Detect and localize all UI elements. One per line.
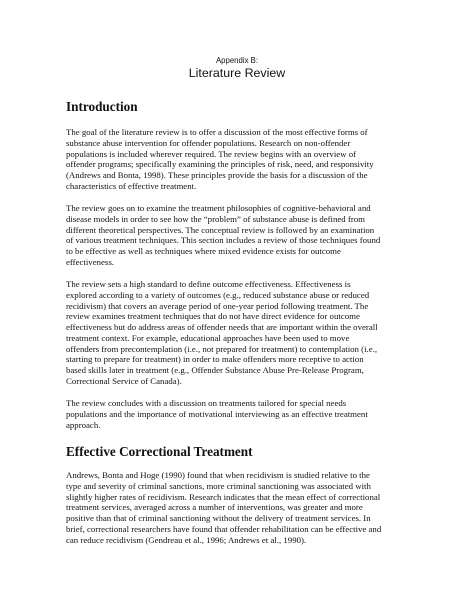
text-line: treatment services, averaged across a number of interventions, was greater and more (66, 502, 363, 513)
paragraph-intro-3 (66, 279, 426, 387)
paragraph-intro-1 (66, 127, 426, 192)
section-heading-effective-correctional-treatment: Effective Correctional Treatment (66, 444, 253, 459)
text-line: offenders from precontemplation (i.e., not prepared for treatment) to contemplation (i.e., (66, 343, 378, 354)
text-line: of various treatment techniques. This section includes a review of those techniques found (66, 235, 381, 246)
text-line: type and severity of criminal sanctions, more criminal sanctioning was associated with (66, 480, 371, 491)
text-line: approach. (66, 419, 101, 430)
text-line: effectiveness but do address areas of offender needs that are important within the overall (66, 322, 378, 332)
text-line: effectiveness. (66, 256, 114, 267)
text-line: populations is included wherever required. The review begins with an overview of (66, 148, 357, 159)
text-line: The review concludes with a discussion on treatments tailored for special needs (66, 398, 347, 408)
text-line: The review sets a high standard to define outcome effectiveness. Effectiveness is (66, 279, 351, 289)
text-line: The review goes on to examine the treatment philosophies of cognitive-behavioral and (66, 203, 371, 213)
section-heading-introduction: Introduction (66, 99, 138, 114)
text-line: disease models in order to see how the “problem” of substance abuse is defined from (66, 213, 366, 224)
paragraph-correctional-1 (66, 470, 426, 545)
text-line: The goal of the literature review is to offer a discussion of the most effective forms of (66, 127, 368, 137)
text-line: Andrews, Bonta and Hoge (1990) found that when recidivism is studied relative to the (66, 470, 370, 480)
appendix-label: Appendix B: (215, 56, 259, 65)
text-line: to be effective as well as techniques where mixed evidence exists for outcome (66, 246, 341, 256)
text-line: based skills later in treatment (e.g., Offender Substance Abuse Pre-Release Program, (66, 365, 364, 375)
paragraph-intro-4 (66, 398, 426, 430)
text-line: characteristics of effective treatment. (66, 180, 197, 191)
paragraph-intro-2 (66, 203, 426, 268)
text-line: brief, correctional researchers have found that offender rehabilitation can be effective and (66, 523, 382, 534)
text-line: positive than that of criminal sanctioning without the delivery of treatment services. In (66, 513, 371, 523)
appendix-title: Literature Review (188, 66, 286, 80)
text-line: starting to prepare for treatment) in order to make offenders more receptive to action (66, 354, 364, 365)
text-line: (Andrews and Bonta, 1998). These principles provide the basis for a discussion of the (66, 170, 368, 180)
text-line: recidivism) that covers an average period of one-year period following treatment. The (66, 300, 369, 311)
text-line: slightly higher rates of recidivism. Research indicates that the mean effect of correctional (66, 491, 381, 502)
text-line: substance abuse intervention for offender populations. Research on non-offender (66, 137, 351, 148)
text-line: Correctional Service of Canada). (66, 375, 182, 386)
text-line: review examines treatment techniques that do not have direct evidence for outcome (66, 311, 360, 322)
text-line: treatment context. For example, educational approaches have been used to move (66, 332, 350, 343)
text-line: different theoretical perspectives. The conceptual review is followed by an examination (66, 224, 375, 235)
text-line: populations and the importance of motivational interviewing as an effective treatment (66, 408, 368, 419)
text-line: offender programs; specifically examining the principles of risk, need, and responsivity (66, 159, 374, 170)
text-line: explored according to a variety of outcomes (e.g., reduced substance abuse or reduced (66, 289, 370, 300)
text-line: can reduce recidivism (Gendreau et al., 1996; Andrews et al., 1990). (66, 534, 307, 545)
